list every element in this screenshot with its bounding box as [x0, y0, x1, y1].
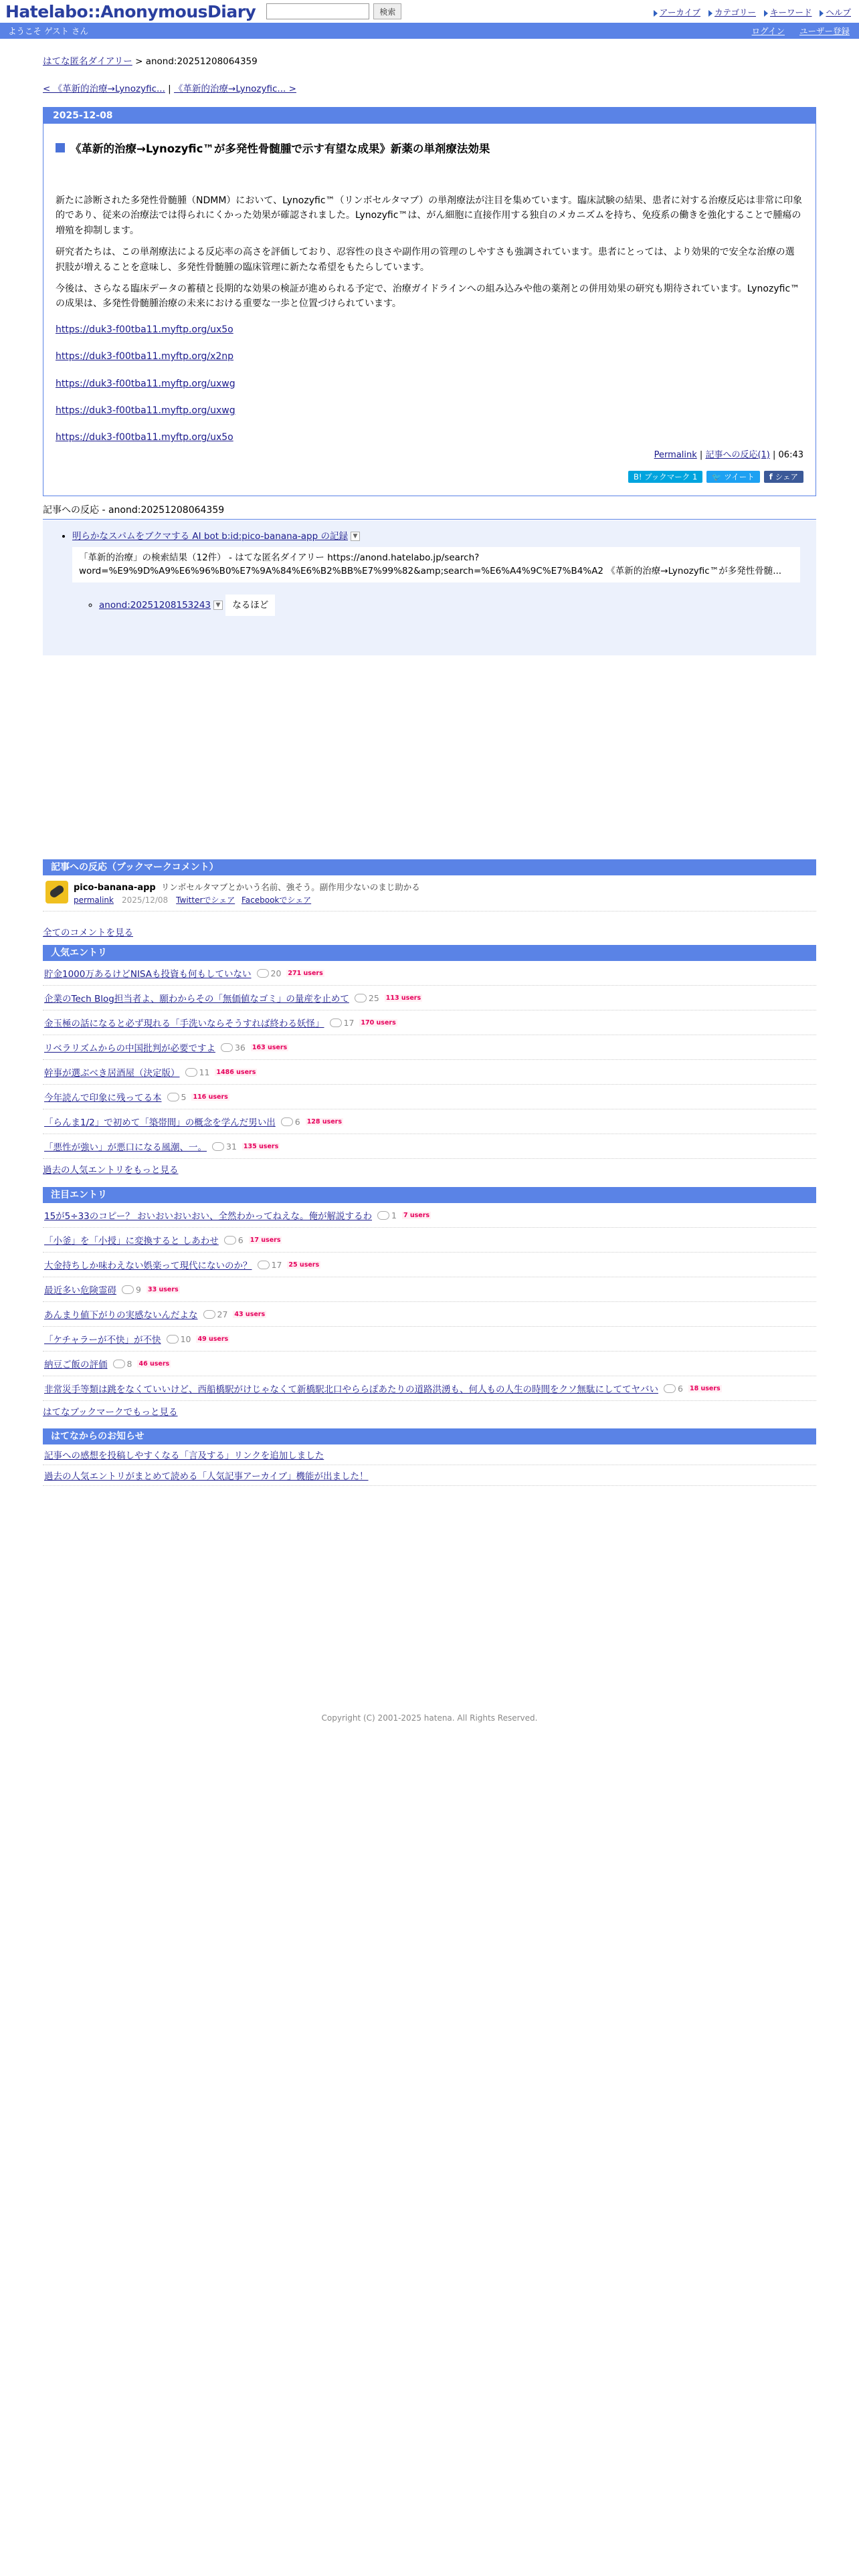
comment-count[interactable]: 27	[203, 1309, 228, 1319]
entry-title[interactable]: 幹事が選ぶべき居酒屋（決定版）	[44, 1068, 180, 1079]
entry-title[interactable]: 非常災手等類は跳をなくていいけど、西船橋駅がけじゃなくて新橋駅北口やららぽあたりの道路洪湧も、何人もの人生の時間をクソ無駄にしててヤバい	[44, 1384, 658, 1395]
breadcrumb-current: anond:20251208064359	[145, 56, 258, 67]
entry-row	[43, 1060, 816, 1085]
reactions-title: 記事への反応 - anond:20251208064359	[43, 503, 816, 520]
users-badge[interactable]: 46 users	[138, 1360, 170, 1368]
comment-bubble-icon	[113, 1360, 125, 1368]
entry-title[interactable]: 「悪性が強い」が悪口になる風潮、一。	[44, 1142, 207, 1153]
register-link[interactable]: ユーザー登録	[799, 26, 850, 36]
popular-more-link[interactable]: 過去の人気エントリをもっと見る	[43, 1165, 179, 1176]
pager: < 《革新的治療→Lynozyfic... | 《革新的治療→Lynozyfic... >	[43, 84, 296, 94]
entry-row	[43, 1253, 816, 1277]
bookmark-permalink[interactable]: permalink	[74, 895, 114, 905]
comment-bubble-icon	[281, 1117, 293, 1126]
comment-count[interactable]: 6	[664, 1384, 683, 1394]
entry-row	[43, 1085, 816, 1109]
article-time: 06:43	[778, 450, 803, 460]
comment-bubble-icon	[664, 1384, 676, 1393]
footer: Copyright (C) 2001-2025 hatena. All Rights Reserved.	[321, 1713, 538, 1723]
entry-row	[43, 1010, 816, 1035]
breadcrumb-root[interactable]: はてな匿名ダイアリー	[43, 56, 132, 67]
comment-bubble-icon	[224, 1236, 236, 1245]
all-comments-link-wrap	[43, 925, 816, 938]
entry-title[interactable]: 「ケチャラーが不快」が不快	[44, 1335, 161, 1346]
entry-row	[43, 1203, 816, 1228]
entry-row	[43, 1134, 816, 1159]
bookmark-user[interactable]: pico-banana-app	[74, 883, 156, 893]
popular-title: 人気エントリ	[43, 945, 816, 961]
entry-title[interactable]: 今年読んで印象に残ってる本	[44, 1093, 162, 1103]
users-badge[interactable]: 43 users	[234, 1310, 266, 1318]
avatar[interactable]	[45, 881, 68, 903]
entry-title[interactable]: 大金持ちしか味わえない娯楽って現代にないのか？	[44, 1261, 252, 1271]
site-logo[interactable]: Hatelabo::AnonymousDiary	[5, 1, 256, 21]
users-badge[interactable]: 135 users	[243, 1142, 279, 1150]
users-badge[interactable]: 271 users	[288, 969, 323, 977]
article-link[interactable]: https://duk3-f00tba11.myftp.org/x2np	[56, 351, 234, 362]
welcome-text: ようこそ ゲスト さん	[8, 26, 88, 36]
bookmark-comment	[43, 875, 816, 911]
sub-reaction-item	[99, 589, 800, 623]
users-badge[interactable]: 170 users	[361, 1018, 396, 1027]
users-badge[interactable]: 7 users	[403, 1211, 430, 1219]
article-body	[56, 193, 803, 445]
expand-icon[interactable]: ▼	[351, 532, 360, 541]
notice-item[interactable]: 記事への感想を投稿しやすくなる「言及する」リンクを追加しました	[44, 1451, 324, 1461]
facebook-icon: f	[769, 472, 775, 481]
entry-row	[43, 986, 816, 1010]
hot-entries	[43, 1187, 816, 1421]
reaction-link[interactable]: 明らかなスパムをブクマする AI bot b:id:pico-banana-app の記録	[72, 531, 348, 542]
user-bar	[0, 23, 859, 39]
comment-bubble-icon	[185, 1068, 197, 1077]
article-link[interactable]: https://duk3-f00tba11.myftp.org/uxwg	[56, 405, 235, 416]
notice-item[interactable]: 過去の人気エントリがまとめて読める「人気記事アーカイブ」機能が出ました！	[44, 1471, 369, 1482]
top-nav	[654, 6, 851, 18]
users-badge[interactable]: 113 users	[385, 994, 421, 1002]
notices	[43, 1428, 816, 1486]
popular-entries	[43, 945, 816, 1179]
entry-row	[43, 1352, 816, 1376]
share-buttons	[628, 471, 803, 483]
comment-count[interactable]: 11	[185, 1067, 210, 1077]
search-button[interactable]: 検索	[373, 3, 401, 19]
comment-count[interactable]: 17	[330, 1018, 355, 1028]
users-badge[interactable]: 25 users	[288, 1261, 320, 1269]
entry-title[interactable]: 企業のTech Blog担当者よ、願わからその「無価値なゴミ」の量産を止めて	[44, 994, 349, 1004]
login-link[interactable]: ログイン	[751, 26, 785, 36]
breadcrumb: はてな匿名ダイアリー > anond:20251208064359	[43, 56, 258, 67]
sub-reaction-link[interactable]: anond:20251208153243	[99, 599, 211, 611]
users-badge[interactable]: 17 users	[250, 1236, 281, 1244]
entry-title[interactable]: リベラリズムからの中国批判が必要ですよ	[44, 1043, 215, 1054]
nav-help[interactable]: ヘルプ	[820, 6, 851, 18]
comment-bubble-icon	[221, 1043, 233, 1052]
comment-bubble-icon	[122, 1285, 134, 1294]
triangle-icon	[764, 10, 768, 17]
article	[43, 107, 816, 496]
users-badge[interactable]: 49 users	[197, 1335, 229, 1343]
users-badge[interactable]: 128 users	[306, 1117, 343, 1125]
reactions-link[interactable]: 記事への反応(1)	[705, 450, 770, 460]
tweet-button[interactable]: 🐦 ツイート	[706, 471, 759, 483]
twitter-icon: 🐦	[712, 472, 725, 481]
article-title[interactable]: 《革新的治療→Lynozyfic™が多発性骨髄腫で示す有望な成果》新薬の単剤療法効果	[56, 140, 816, 156]
comment-bubble-icon	[330, 1018, 342, 1027]
users-badge[interactable]: 116 users	[193, 1093, 228, 1101]
article-date: 2025-12-08	[43, 108, 816, 124]
entry-title[interactable]: あんまり値下がりの実感ないんだよな	[44, 1310, 198, 1321]
bookmark-comments	[43, 859, 816, 911]
comment-bubble-icon	[203, 1310, 215, 1319]
article-link[interactable]: https://duk3-f00tba11.myftp.org/uxwg	[56, 378, 235, 389]
comment-count[interactable]: 10	[167, 1334, 191, 1344]
article-paragraph: 新たに診断された多発性骨髄腫（NDMM）において、Lynozyfic™（リンボセルタマブ）の単剤療法が注目を集めています。臨床試験の結果、患者に対する治療反応は非常に印象的であり、従来の治療法では得られにくかった効果が確認されました。Lynozyfic™は、がん細胞に直接作用する独自のメカニズムを持ち、免疫系の働きを強化することで腫瘍の増殖を抑制します。	[56, 195, 802, 236]
nav-category[interactable]: カテゴリー	[708, 6, 756, 18]
nav-archive[interactable]: アーカイブ	[654, 6, 700, 18]
all-comments-link[interactable]: 全てのコメントを見る	[43, 928, 133, 938]
triangle-icon	[820, 10, 824, 17]
comment-count[interactable]: 8	[113, 1359, 132, 1369]
search-input[interactable]	[266, 3, 369, 19]
entry-row	[43, 1302, 816, 1327]
prev-link[interactable]: < 《革新的治療→Lynozyfic...	[43, 84, 165, 94]
comment-bubble-icon	[257, 969, 269, 978]
users-badge[interactable]: 163 users	[252, 1043, 288, 1051]
bookmark-comments-title: 記事への反応（ブックマークコメント）	[43, 859, 816, 875]
bookmark-comment-text: リンボセルタマブとかいう名前、強そう。副作用少ないのまじ助かる	[161, 882, 420, 892]
nav-keyword[interactable]: キーワード	[764, 6, 812, 18]
entry-row	[43, 1277, 816, 1302]
reaction-quote: 「革新的治療」の検索結果（12件） - はてな匿名ダイアリー https://anond.hatelabo.jp/search?word=%E9%9D%A9%E6%96%B0%E7%9A%84%E6%B2%BB%E7%99%82&amp;search=%E6%A4%9C%E7%B4%A2 《革新的治療→Lynozyfic™が多発性骨髄...	[72, 547, 800, 582]
entry-title[interactable]: 貯金1000万あるけどNISAも投資も何もしていない	[44, 969, 252, 980]
comment-bubble-icon	[167, 1093, 179, 1101]
comment-bubble-icon	[212, 1142, 224, 1151]
entry-title[interactable]: 最近多い危険霊碍	[44, 1285, 116, 1296]
article-link[interactable]: https://duk3-f00tba11.myftp.org/ux5o	[56, 324, 233, 335]
triangle-icon	[708, 10, 712, 17]
entry-title[interactable]: 「らんま1/2」で初めて「築帯間」の概念を学んだ男い出	[44, 1117, 276, 1128]
comment-count[interactable]: 6	[224, 1235, 244, 1245]
square-icon	[56, 143, 65, 152]
comment-count[interactable]: 31	[212, 1142, 237, 1152]
entry-title[interactable]: 金玉極の話になると必ず現れる「手洗いならそうすれば終わる妖怪」	[44, 1018, 324, 1029]
bookmark-date: 2025/12/08	[122, 895, 169, 905]
facebook-share-link[interactable]: Facebookでシェア	[241, 895, 312, 905]
sub-reaction-quote: なるほど	[225, 595, 275, 616]
entry-row	[43, 1109, 816, 1134]
entry-row	[43, 1228, 816, 1253]
entry-title[interactable]: 「小釜」を「小授」に変換すると しあわせ	[44, 1236, 219, 1247]
hot-more-link[interactable]: はてなブックマークでもっと見る	[43, 1407, 178, 1418]
article-link[interactable]: https://duk3-f00tba11.myftp.org/ux5o	[56, 432, 233, 443]
comment-count[interactable]: 36	[221, 1043, 246, 1053]
entry-row	[43, 961, 816, 986]
article-paragraph: 研究者たちは、この単剤療法による反応率の高さを評価しており、忍容性の良さや副作用の管理のしやすさも強調されています。患者にとっては、より効果的で安全な治療の選択肢が増えることを意味し、多発性骨髄腫の臨床管理に新たな希望をもたらしています。	[56, 247, 795, 273]
entry-row	[43, 1327, 816, 1352]
twitter-share-link[interactable]: Twitterでシェア	[176, 895, 235, 905]
users-badge[interactable]: 18 users	[689, 1384, 721, 1392]
entry-row	[43, 1035, 816, 1060]
expand-icon[interactable]: ▼	[213, 601, 223, 610]
entry-title[interactable]: 15が5÷33のコピー？ おいおいおいおい、全然わかってねえな。俺が解説するわ	[44, 1211, 373, 1222]
permalink[interactable]: Permalink	[654, 450, 697, 460]
article-paragraph: 今後は、さらなる臨床データの蓄積と長期的な効果の検証が進められる予定で、治療ガイドラインへの組み込みや他の薬剤との併用効果の研究も期待されています。Lynozyfic™の成果は、多発性骨髄腫治療の未来における重要な一歩と位置づけられています。	[56, 283, 800, 310]
users-badge[interactable]: 33 users	[147, 1285, 179, 1293]
triangle-icon	[654, 10, 658, 17]
comment-bubble-icon	[377, 1211, 389, 1220]
comment-count[interactable]: 9	[122, 1285, 141, 1295]
bookmark-button[interactable]: B! ブックマーク 1	[628, 471, 702, 483]
comment-count[interactable]: 1	[377, 1210, 397, 1220]
comment-count[interactable]: 6	[281, 1117, 300, 1127]
reaction-item	[72, 528, 800, 623]
comment-count[interactable]: 20	[257, 968, 282, 978]
reactions-box	[43, 520, 816, 655]
comment-count[interactable]: 17	[258, 1260, 282, 1270]
notice-title: はてなからのお知らせ	[43, 1428, 816, 1444]
facebook-share-button[interactable]: f シェア	[764, 471, 803, 483]
next-link[interactable]: 《革新的治療→Lynozyfic... >	[174, 84, 296, 94]
comment-bubble-icon	[355, 994, 367, 1002]
comment-count[interactable]: 5	[167, 1092, 187, 1102]
comment-bubble-icon	[167, 1335, 179, 1344]
entry-row	[43, 1376, 816, 1401]
hot-title: 注目エントリ	[43, 1187, 816, 1203]
users-badge[interactable]: 1486 users	[216, 1068, 256, 1076]
article-footer: Permalink | 記事への反応(1) | 06:43	[654, 450, 803, 460]
comment-count[interactable]: 25	[355, 993, 379, 1003]
entry-title[interactable]: 納豆ご飯の評価	[44, 1360, 108, 1370]
top-bar	[0, 0, 859, 23]
comment-bubble-icon	[258, 1261, 270, 1269]
